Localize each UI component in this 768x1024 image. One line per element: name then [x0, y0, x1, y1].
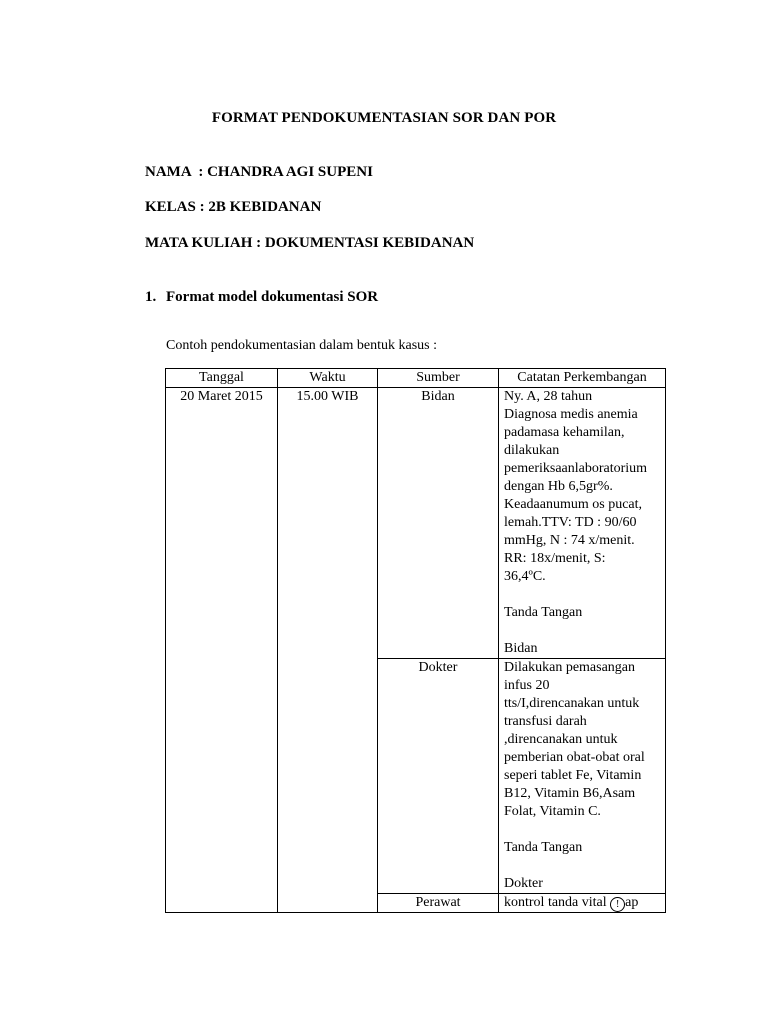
circled-exclamation-icon: !: [610, 897, 625, 912]
cell-catatan-dokter: [499, 659, 666, 894]
catatan-line: infus 20: [504, 678, 550, 693]
catatan-line: Ny. A, 28 tahun: [504, 389, 593, 404]
section-title: Format model dokumentasi SOR: [166, 289, 379, 305]
cell-tanggal: 20 Maret 2015: [166, 388, 278, 913]
catatan-line: lemah.TTV: TD : 90/60: [504, 515, 637, 530]
catatan-line: dilakukan: [504, 443, 560, 458]
catatan-line: 36,4ºC.: [504, 569, 546, 584]
blank-line: [504, 857, 660, 875]
catatan-line: Diagnosa medis anemia: [504, 407, 638, 422]
catatan-line: seperi tablet Fe, Vitamin: [504, 768, 642, 783]
cell-sumber-dokter: Dokter: [378, 659, 499, 894]
blank-line: [504, 622, 660, 640]
student-class: KELAS : 2B KEBIDANAN: [145, 199, 322, 215]
header-sumber: Sumber: [378, 369, 499, 388]
signature-label: Tanda Tangan: [504, 840, 583, 855]
sor-table: [165, 368, 666, 913]
intro-text: Contoh pendokumentasian dalam bentuk kasus :: [166, 338, 438, 353]
section-number: 1.: [145, 289, 157, 305]
header-tanggal: Tanggal: [166, 369, 278, 388]
header-waktu: Waktu: [278, 369, 378, 388]
blank-line: [504, 821, 660, 839]
catatan-line: ,direncanakan untuk: [504, 732, 618, 747]
catatan-line: mmHg, N : 74 x/menit.: [504, 533, 635, 548]
cell-sumber-perawat: Perawat: [378, 894, 499, 913]
catatan-line: Keadaanumum os pucat,: [504, 497, 643, 512]
signature-label: Tanda Tangan: [504, 605, 583, 620]
table-header-row: [166, 369, 666, 388]
catatan-line: tts/I,direncanakan untuk: [504, 696, 640, 711]
table-row: [166, 388, 666, 659]
course-name: MATA KULIAH : DOKUMENTASI KEBIDANAN: [145, 235, 475, 251]
cell-sumber-bidan: Bidan: [378, 388, 499, 659]
signer-role: Bidan: [504, 641, 538, 656]
blank-line: [504, 586, 660, 604]
catatan-line: transfusi darah: [504, 714, 587, 729]
catatan-line: pemberian obat-obat oral: [504, 750, 645, 765]
student-name: NAMA : CHANDRA AGI SUPENI: [145, 164, 373, 180]
cell-catatan-bidan: [499, 388, 666, 659]
catatan-line: pemeriksaanlaboratorium: [504, 461, 648, 476]
catatan-line: padamasa kehamilan,: [504, 425, 625, 440]
signer-role: Dokter: [504, 876, 543, 891]
catatan-line: dengan Hb 6,5gr%.: [504, 479, 613, 494]
document-title: FORMAT PENDOKUMENTASIAN SOR DAN POR: [211, 110, 557, 126]
catatan-line: Dilakukan pemasangan: [504, 660, 636, 675]
catatan-line: B12, Vitamin B6,Asam: [504, 786, 636, 801]
cell-waktu: 15.00 WIB: [278, 388, 378, 913]
catatan-line: RR: 18x/menit, S:: [504, 551, 606, 566]
header-catatan: Catatan Perkembangan: [499, 369, 666, 388]
catatan-line: Folat, Vitamin C.: [504, 804, 601, 819]
cell-catatan-perawat: [499, 894, 666, 913]
catatan-text-suffix: ap: [625, 895, 639, 910]
catatan-text: kontrol tanda vital: [504, 895, 611, 910]
